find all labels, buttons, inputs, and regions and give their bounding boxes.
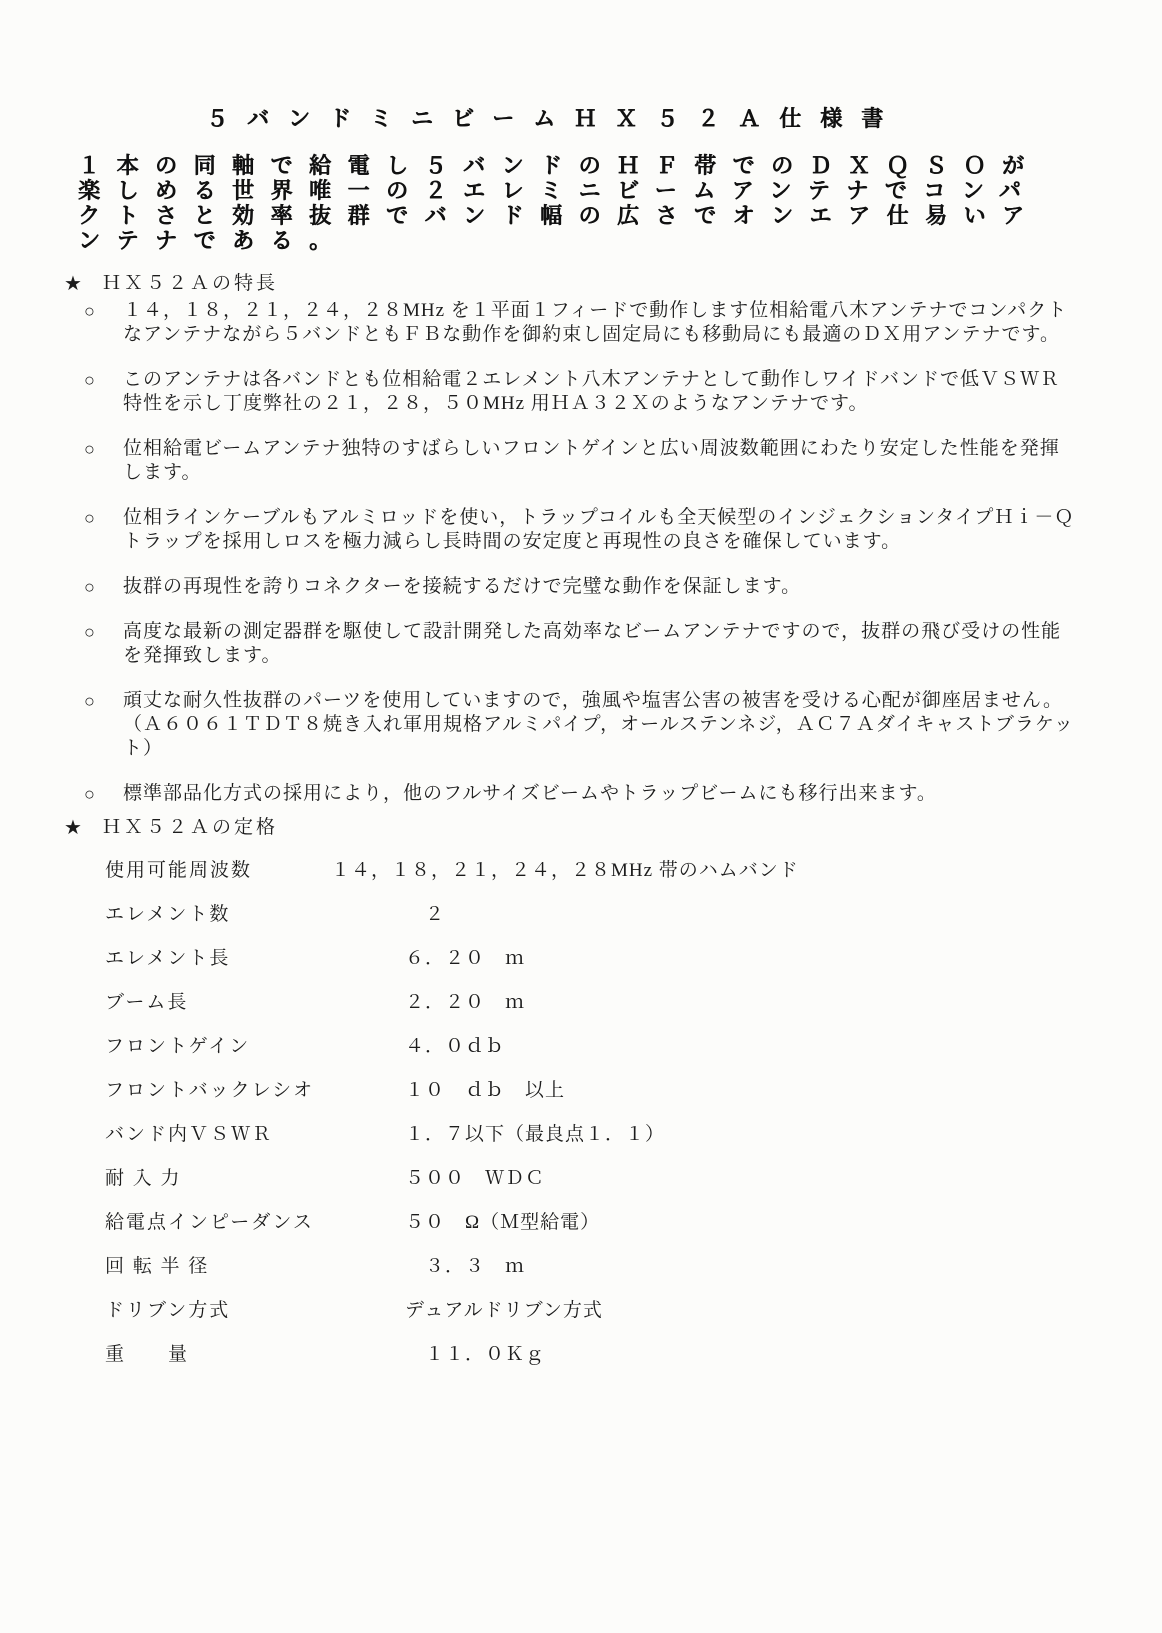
specs-list [105,859,1065,1387]
spec-value: ２ [405,904,446,925]
spec-row [105,1035,1065,1059]
spec-value: ２．２０ ｍ [405,992,526,1013]
spec-row [105,991,1065,1015]
feature-item [84,506,1076,554]
spec-label: 回 転 半 径 [105,1256,210,1277]
circle-bullet-icon: ○ [84,577,96,597]
spec-value: ３．３ ｍ [405,1256,526,1277]
circle-bullet-icon: ○ [84,691,96,711]
spec-value: ４．０ｄｂ [405,1036,506,1057]
star-icon: ★ [64,273,82,295]
feature-item [84,689,1076,761]
spec-label: バンド内ＶＳＷＲ [105,1124,274,1145]
spec-label: ブーム長 [105,992,189,1013]
feature-item-text: 抜群の再現性を誇りコネクターを接続するだけで完璧な動作を保証します。 [123,576,802,597]
spec-row [105,903,1065,927]
spec-value: ６．２０ ｍ [405,948,526,969]
feature-item-text: 位相給電ビームアンテナ独特のすばらしいフロントゲインと広い周波数範囲にわたり安定した性能を発揮します。 [123,438,1060,483]
feature-item [84,368,1076,416]
spec-value: デュアルドリブン方式 [405,1300,603,1321]
intro-line: ンテナである。 [78,228,348,253]
spec-value: ５００ ＷＤＣ [405,1168,546,1189]
intro-paragraph [78,153,1041,253]
feature-item [84,437,1076,485]
document-title: ５バンドミニビームＨＸ５２Ａ仕様書 [206,106,903,131]
ratings-heading-label: ＨＸ５２Ａの定格 [101,817,278,838]
spec-label: エレメント長 [105,948,231,969]
feature-item [84,782,1076,806]
circle-bullet-icon: ○ [84,370,96,390]
spec-value: １４，１８，２１，２４，２８MHz 帯のハムバンド [331,860,799,881]
spec-value: １．７以下（最良点１．１） [405,1124,666,1145]
circle-bullet-icon: ○ [84,508,96,528]
spec-label: エレメント数 [105,904,231,925]
feature-item [84,620,1076,668]
features-heading-label: ＨＸ５２Ａの特長 [101,273,278,294]
feature-item [84,299,1076,347]
spec-value: １１．０Ｋｇ [405,1344,546,1365]
spec-row [105,1079,1065,1103]
spec-row [105,1299,1065,1323]
spec-value: ５０ Ω（Ｍ型給電） [405,1212,601,1233]
spec-value: １０ ｄｂ 以上 [405,1080,566,1101]
spec-label: ドリブン方式 [105,1300,231,1321]
spec-row [105,859,1065,883]
feature-item-text: 位相ラインケーブルもアルミロッドを使い，トラップコイルも全天候型のインジェクションタイプＨｉ－Ｑトラップを採用しロスを極力減らし長時間の安定度と再現性の良さを確保しています。 [123,507,1075,552]
feature-item-text: このアンテナは各バンドとも位相給電２エレメント八木アンテナとして動作しワイドバンドで低ＶＳＷＲ特性を示し丁度弊社の２１，２８，５０MHz 用ＨＡ３２Ｘのようなアンテナです。 [123,369,1060,414]
spec-row [105,1255,1065,1279]
feature-item [84,575,1076,599]
spec-row [105,1211,1065,1235]
feature-item-text: 頑丈な耐久性抜群のパーツを使用していますので，強風や塩害公害の被害を受ける心配が御座居ません。 [123,690,1064,711]
ratings-heading [64,816,278,840]
spec-label: 給電点インピーダンス [105,1212,314,1233]
feature-item-text [123,689,1076,761]
circle-bullet-icon: ○ [84,439,96,459]
spec-row [105,947,1065,971]
circle-bullet-icon: ○ [84,301,96,321]
feature-item-text: 標準部品化方式の採用により，他のフルサイズビームやトラップビームにも移行出来ます。 [123,783,937,804]
spec-label: フロントバックレシオ [105,1080,315,1101]
feature-item-note: （Ａ６０６１ＴＤＴ８焼き入れ軍用規格アルミパイプ，オールステンネジ，ＡＣ７Ａダイキャストブラケット） [123,714,1074,759]
intro-line: １本の同軸で給電し５バンドのＨＦ帯でのＤＸＱＳＯが [78,153,1041,178]
circle-bullet-icon: ○ [84,622,96,642]
features-list [84,299,1076,827]
intro-line: 楽しめる世界唯一の２エレミニビームアンテナでコンパ [78,178,1038,203]
circle-bullet-icon: ○ [84,784,96,804]
spec-label: 使用可能周波数 [105,860,253,881]
star-icon: ★ [64,817,82,839]
spec-row [105,1167,1065,1191]
features-heading [64,272,278,296]
spec-row [105,1123,1065,1147]
spec-label: 重 量 [105,1344,190,1365]
feature-item-text: １４，１８，２１，２４，２８MHz を１平面１フィードで動作します位相給電八木アンテナでコンパクトなアンテナながら５バンドともＦＢな動作を御約束し固定局にも移動局にも最適のＤＸ用アンテナです。 [123,300,1068,345]
spec-row [105,1343,1065,1367]
intro-line: クトさと効率抜群でバンド幅の広さでオンエア仕易いア [78,203,1041,228]
spec-label: 耐 入 力 [105,1168,182,1189]
spec-label: フロントゲイン [105,1036,251,1057]
feature-item-text: 高度な最新の測定器群を駆使して設計開発した高効率なビームアンテナですので，抜群の飛び受けの性能を発揮致します。 [123,621,1062,666]
